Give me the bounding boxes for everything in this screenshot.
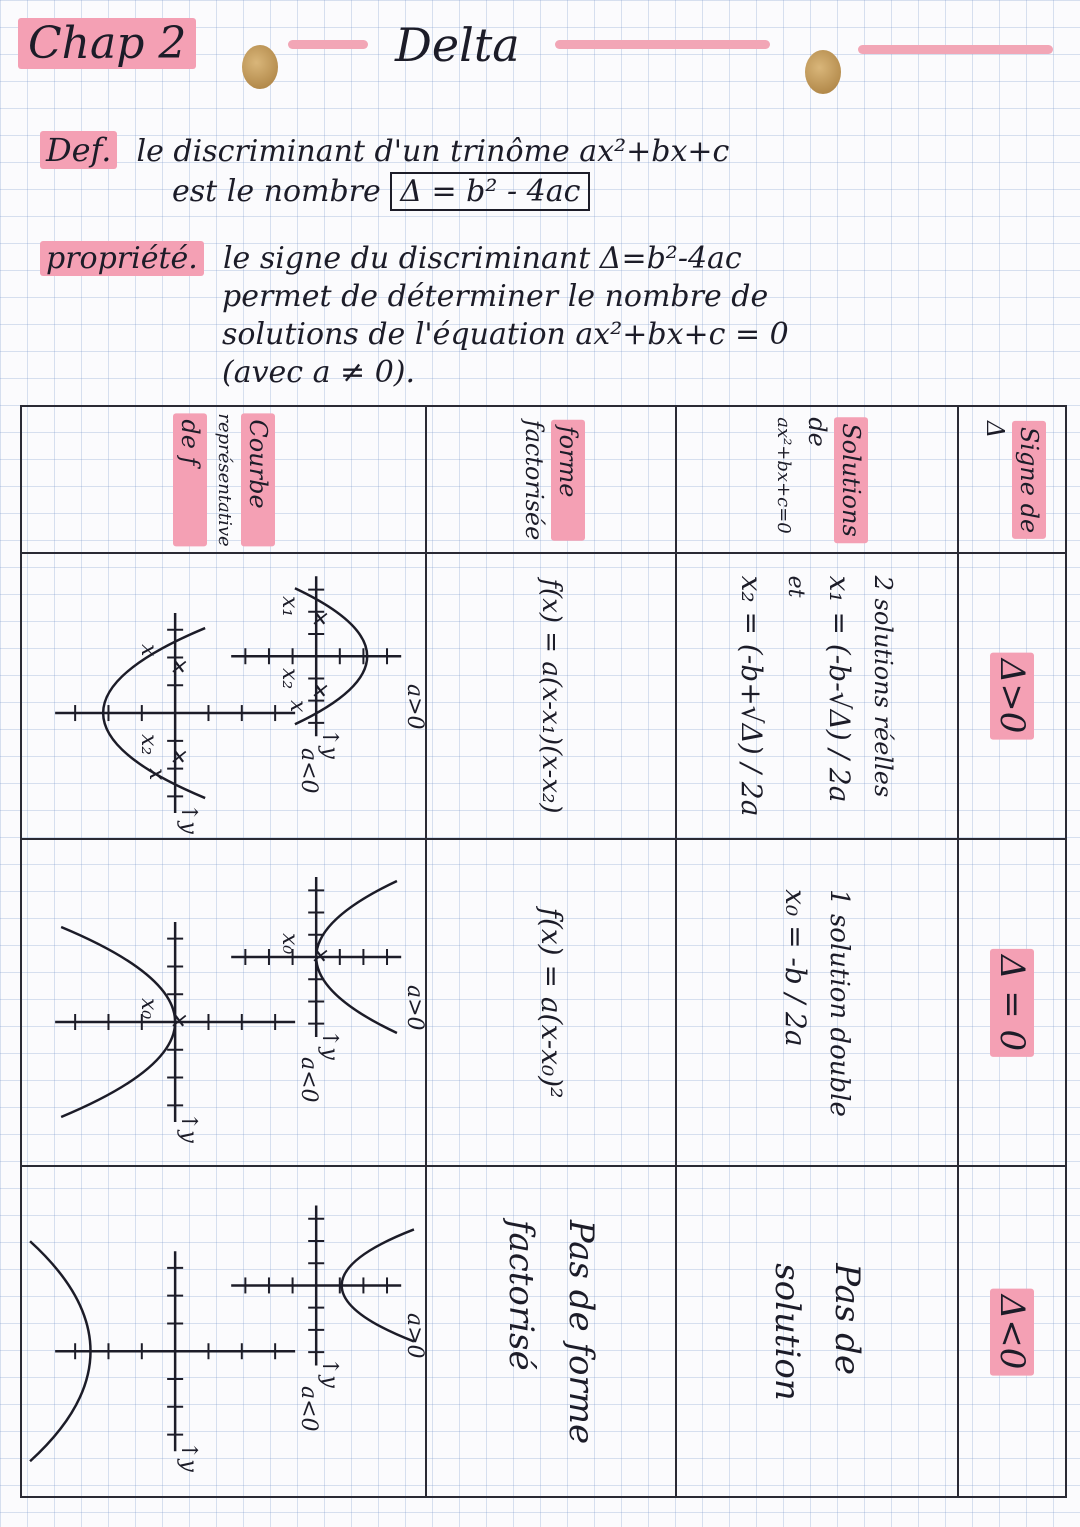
row1-curves-svg: [22, 554, 428, 838]
row3-sign-text: Δ<0: [990, 1288, 1034, 1375]
row1-solutions-line-4: x₂ = (-b+√Δ) / 2a: [735, 575, 768, 817]
row3-curves: [22, 1167, 428, 1496]
row1-plot1-root-label: x₂: [277, 668, 303, 690]
row1-sign: [959, 554, 1065, 838]
row2-plot2-y-label: ↑y: [176, 1112, 202, 1143]
binder-hole-right: [805, 50, 841, 94]
title-underline-left: [288, 40, 368, 49]
table-border-right: [1065, 405, 1067, 1498]
row1-plot2-root-label: x: [136, 644, 162, 657]
header-factored: [427, 407, 675, 552]
header-curve: [22, 407, 425, 552]
definition-line-1: le discriminant d'un trinôme ax²+bx+c: [136, 134, 730, 169]
row2-solutions-line-1: 1 solution double: [824, 888, 854, 1117]
definition-label: Def.: [40, 131, 117, 169]
row2-plot2-root-label: x₀: [136, 998, 162, 1020]
chapter-heading: [18, 18, 196, 69]
header-curve-line-3: de f: [173, 413, 207, 546]
row1-plot2-x-label: x: [144, 768, 170, 781]
property-block: [40, 240, 1050, 392]
header-factored-line-1: forme: [551, 419, 585, 540]
header-solutions-line-2: de: [803, 416, 831, 447]
row2-plot2-condition-label: a<0: [296, 1057, 322, 1103]
row3-factored-line-2: factorisé: [501, 1219, 541, 1371]
header-sign: [959, 407, 1065, 552]
header-solutions: [677, 407, 957, 552]
row2-solutions-line-2: x₀ = -b / 2a: [779, 888, 812, 1047]
row3-plot1-condition-label: a>0: [402, 1313, 428, 1359]
property-line-1: le signe du discriminant Δ=b²-4ac: [222, 241, 742, 276]
row1-plot2-root-label: x₂: [136, 734, 162, 756]
definition-block: [40, 130, 1040, 212]
row1-plot1-condition-label: a>0: [402, 684, 428, 730]
row1-factored-text: f(x) = a(x-x₁)(x-x₂): [536, 578, 566, 814]
property-line-2: permet de déterminer le nombre de: [222, 279, 769, 314]
row1-solutions: [677, 554, 957, 838]
property-line-3: solutions de l'équation ax²+bx+c = 0: [222, 317, 789, 352]
row2-sign: [959, 840, 1065, 1165]
row2-plot1-root-label: x₀: [277, 933, 303, 955]
row1-solutions-line-3: et: [783, 575, 808, 598]
header-solutions-line-3: ax²+bx+c=0: [773, 416, 794, 534]
title-underline-middle: [555, 40, 770, 49]
property-line-4: (avec a ≠ 0).: [222, 355, 416, 390]
row3-plot2-y-label: ↑y: [176, 1441, 202, 1473]
row2-solutions: [677, 840, 957, 1165]
header-solutions-line-1: Solutions: [834, 417, 868, 543]
definition-line-2: est le nombre: [172, 174, 381, 209]
binder-hole-left: [242, 45, 278, 89]
row3-factored-line-1: Pas de forme: [561, 1219, 601, 1444]
header-sign-line-1: Signe de: [1012, 420, 1046, 538]
row3-solutions-line-1: Pas de: [827, 1262, 867, 1375]
row3-solutions-line-2: solution: [767, 1262, 807, 1401]
row1-solutions-line-1: 2 solutions réelles: [869, 575, 897, 798]
row1-plot2-y-label: ↑y: [176, 803, 202, 834]
header-factored-line-2: factorisée: [520, 419, 548, 540]
row1-factored: [427, 554, 675, 838]
row1-sign-text: Δ>0: [990, 653, 1034, 740]
row3-plot2-condition-label: a<0: [296, 1386, 322, 1432]
row2-curves-svg: [22, 840, 428, 1165]
row1-plot1-x-label: x: [285, 700, 311, 713]
header-curve-line-2: représentative: [213, 412, 235, 547]
row2-plot1-root-marker: ✕: [310, 944, 327, 968]
row2-factored: [427, 840, 675, 1165]
row1-plot1-root-label: x₁: [277, 596, 303, 618]
row1-plot1-root-marker: ✕: [310, 679, 327, 704]
row1-plot1-y-label: ↑y: [317, 728, 343, 760]
row2-sign-text: Δ = 0: [990, 948, 1034, 1056]
discriminant-formula: Δ = b² - 4ac: [390, 172, 590, 211]
row2-plot1-condition-label: a>0: [402, 985, 428, 1031]
chapter-label: Chap 2: [18, 18, 196, 69]
row1-plot1-root-marker: ✕: [310, 607, 327, 632]
table-border-bottom: [20, 1496, 1067, 1498]
page-title: Delta: [395, 18, 520, 72]
header-curve-line-1: Courbe: [241, 413, 275, 546]
row3-curves-svg: [22, 1167, 428, 1496]
property-label: propriété.: [40, 241, 204, 276]
header-sign-line-2: Δ: [981, 420, 1009, 438]
row2-plot1-y-label: ↑y: [317, 1029, 343, 1060]
row1-solutions-line-2: x₁ = (-b-√Δ) / 2a: [823, 575, 856, 803]
discriminant-table: [20, 405, 1067, 1498]
row1-plot2-condition-label: a<0: [296, 748, 322, 794]
row3-plot1-y-label: ↑y: [317, 1357, 343, 1389]
row1-plot2-root-marker: ✕: [169, 655, 186, 680]
row1-plot2-root-marker: ✕: [169, 745, 186, 770]
row2-curves: [22, 840, 428, 1165]
title-underline-right: [858, 45, 1053, 54]
row1-curves: [22, 554, 428, 838]
row2-factored-text: f(x) = a(x-x₀)²: [535, 907, 568, 1098]
row3-sign: [959, 1167, 1065, 1496]
row3-factored: [427, 1167, 675, 1496]
row3-solutions: [677, 1167, 957, 1496]
row2-plot2-root-marker: ✕: [169, 1009, 186, 1033]
